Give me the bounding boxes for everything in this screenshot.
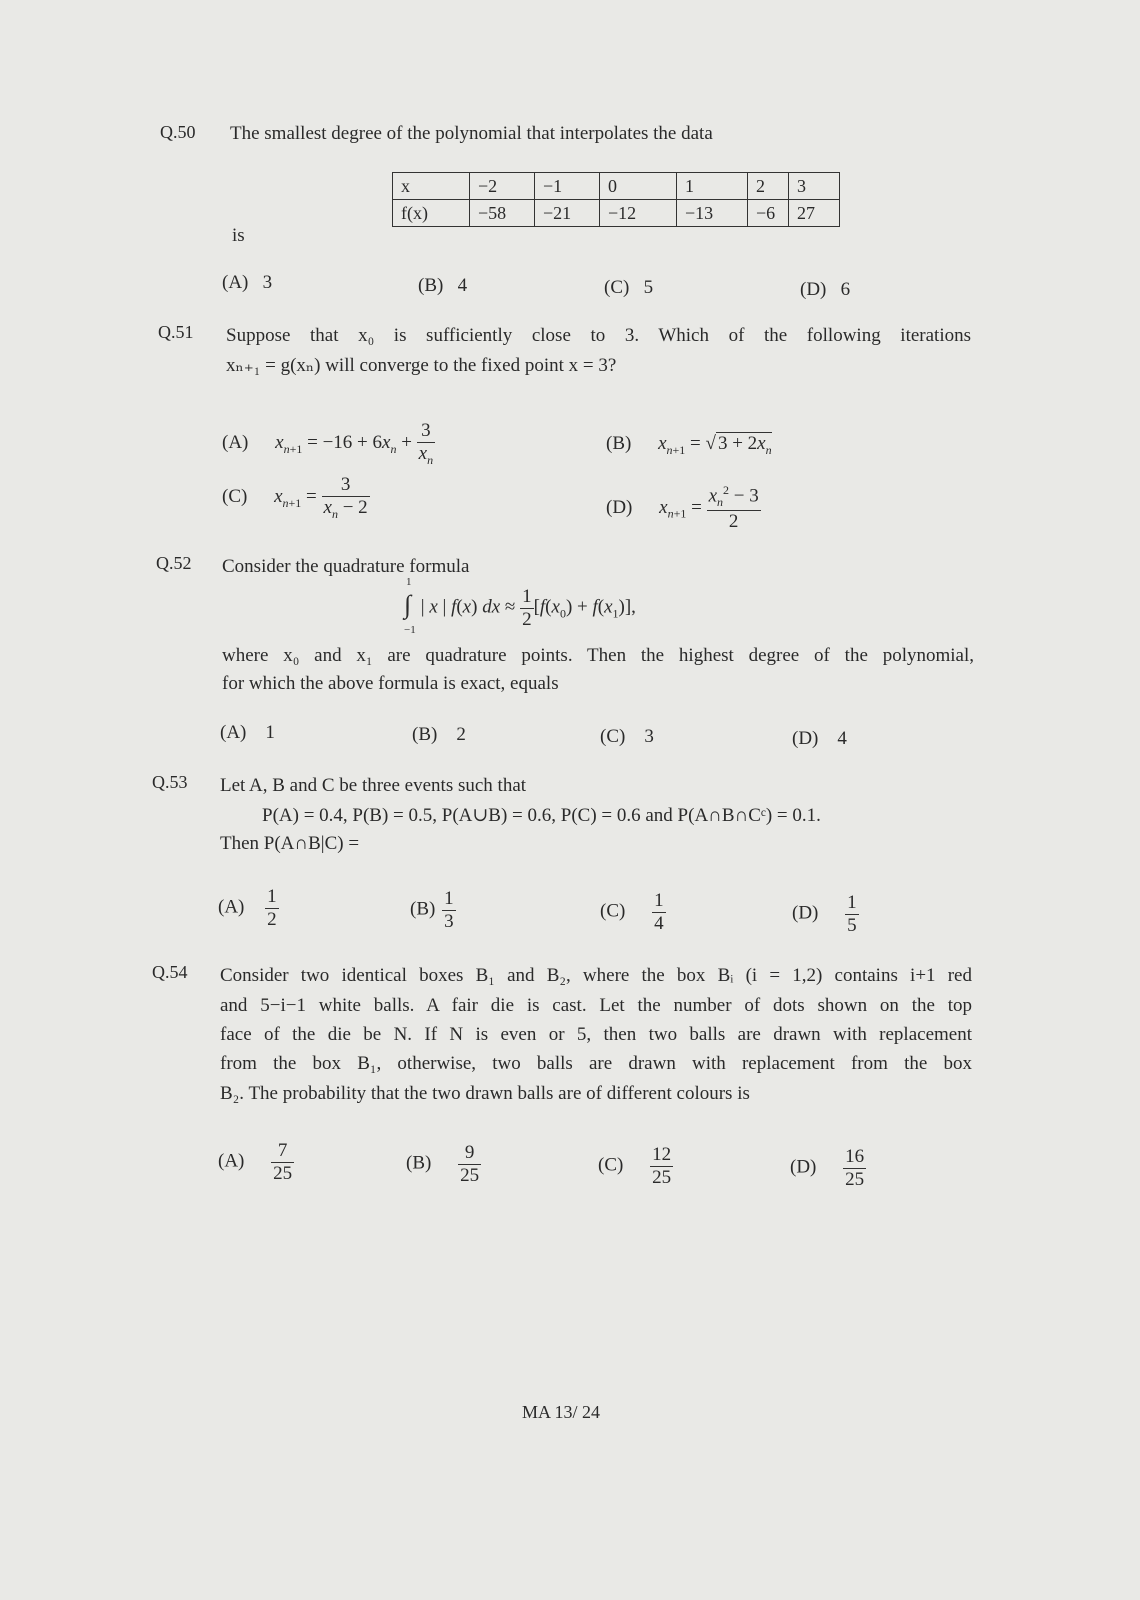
option-b[interactable] [606,432,772,458]
question-text-tail: is [232,225,245,246]
option-a[interactable]: (A) $\frac{7}{25}$ [218,1140,293,1184]
table-cell: −6 [748,200,789,227]
option-label: (A) [218,896,245,918]
option-label: (C) [600,726,626,747]
question-text: where x₀ and x₁ are quadrature points. Then the highest degree of the polynomial, [222,645,974,666]
table-cell: −2 [470,173,535,200]
option-b[interactable] [412,724,466,746]
option-label: (B) [410,898,436,920]
option-value: 2 [456,724,466,745]
option-b[interactable]: (B) $\frac{9}{25}$ [406,1142,480,1186]
table-cell: 2 [748,173,789,200]
option-a[interactable] [220,722,275,744]
option-label: (C) [600,900,626,922]
option-label: (A) [220,722,247,743]
option-label: (D) [792,728,819,749]
table-cell: −58 [470,200,535,227]
option-c[interactable] [604,277,653,299]
option-value: 4 [837,728,847,749]
option-label: (D) [800,279,827,300]
option-d[interactable] [606,484,761,533]
question-text: P(A) = 0.4, P(B) = 0.5, P(A∪B) = 0.6, P(C) = 0.6 and P(A∩B∩Cᶜ) = 0.1. [262,805,821,826]
table-cell: 3 [789,173,840,200]
data-table [392,172,840,227]
question-text: from the box B₁, otherwise, two balls are drawn with replacement from the box [220,1053,972,1074]
option-label: (B) [406,1152,432,1174]
table-row [393,200,840,227]
question-text: Let A, B and C be three events such that [220,775,527,796]
option-value: 4 [457,275,468,296]
option-value: 3 [644,726,654,747]
option-c[interactable]: (C) $\frac{12}{25}$ [598,1144,672,1188]
option-label: (D) [792,902,819,924]
question-text: face of the die be N. If N is even or 5, then two balls are drawn with replacement [220,1024,972,1045]
question-text: and 5−i−1 white balls. A fair die is cast. Let the number of dots shown on the top [220,995,972,1016]
table-cell: f(x) [393,200,470,227]
option-d[interactable]: (D) $\frac{1}{5}$ [792,892,857,936]
option-value: 3 [262,272,273,293]
option-label: (B) [412,724,438,745]
option-c[interactable] [222,474,370,521]
table-cell: −13 [677,200,748,227]
option-label: (A) [222,432,249,454]
option-label: (D) [606,496,633,518]
table-cell: 0 [600,173,677,200]
table-cell: −12 [600,200,677,227]
question-number: Q.54 [152,962,188,982]
table-cell: 1 [677,173,748,200]
table-cell: 27 [789,200,840,227]
option-b[interactable]: (B) $\frac{1}{3}$ [410,888,454,932]
option-value: 1 [265,722,275,743]
table-row [393,173,840,200]
question-text: for which the above formula is exact, equals [222,673,559,694]
table-cell: −1 [535,173,600,200]
question-text: Consider two identical boxes B₁ and B₂, where the box Bᵢ (i = 1,2) contains i+1 red [220,965,972,986]
option-a[interactable] [222,272,272,294]
option-label: (C) [604,277,630,298]
question-number: Q.52 [156,553,192,573]
question-text: Consider the quadrature formula [222,556,470,577]
option-formula: $x_{n+1}$ = $\frac{x_n^2 - 3}{2}$ [659,483,759,532]
question-text: B₂. The probability that the two drawn balls are of different colours is [220,1083,750,1104]
question-text: Then P(A∩B|C) = [220,833,360,854]
option-formula: $x_{n+1} = -16 + 6x_n$ + $\frac{3}{x_n}$ [275,420,434,467]
question-number: Q.51 [158,322,194,342]
option-b[interactable] [418,275,467,297]
option-d[interactable] [792,728,847,750]
option-label: (C) [598,1154,624,1176]
option-formula: $x_{n+1}$ = √ $3 + 2x_n$ [658,433,772,457]
option-label: (A) [218,1150,245,1172]
option-value: 5 [643,277,654,298]
option-formula: $x_{n+1}$ = $\frac{3}{x_n - 2}$ [274,474,368,521]
question-text: xₙ₊₁ = g(xₙ) will converge to the fixed point x = 3? [226,355,617,376]
question-number: Q.50 [160,122,196,142]
option-d[interactable]: (D) $\frac{16}{25}$ [790,1146,865,1190]
option-c[interactable]: (C) $\frac{1}{4}$ [600,890,664,934]
table-cell: x [393,173,470,200]
option-label: (B) [418,275,444,296]
page-footer: MA 13/ 24 [522,1402,601,1422]
question-text: Suppose that x₀ is sufficiently close to 3. Which of the following iterations [226,325,971,346]
option-a[interactable]: (A) $\frac{1}{2}$ [218,886,277,930]
option-c[interactable] [600,726,654,748]
option-label: (A) [222,272,249,293]
option-label: (B) [606,433,632,454]
option-d[interactable] [800,279,850,301]
quadrature-formula: 1 ∫ −1 | x | f(x) dx ≈ $\frac{1}{2}$ $[f(x_0) + f(x_1)]$, [404,575,636,636]
option-value: 6 [840,279,851,300]
option-label: (D) [790,1156,817,1178]
option-label: (C) [222,486,248,508]
question-number: Q.53 [152,772,188,792]
table-cell: −21 [535,200,600,227]
option-a[interactable] [222,420,435,467]
question-text: The smallest degree of the polynomial that interpolates the data [230,123,713,144]
